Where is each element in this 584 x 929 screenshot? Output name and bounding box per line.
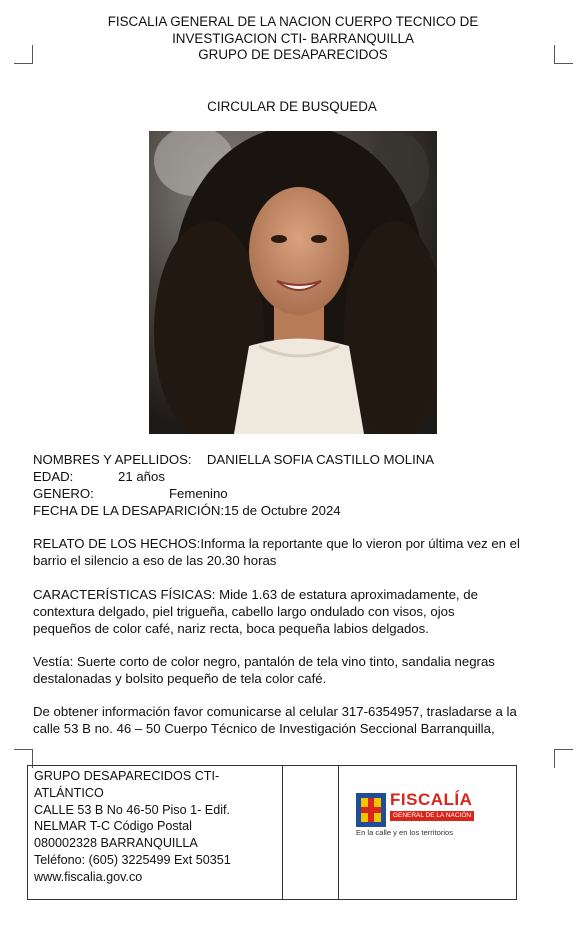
shield-icon: [356, 793, 386, 827]
gender-value: Femenino: [169, 486, 228, 501]
fiscalia-logo: [356, 790, 506, 850]
footer-divider-2: [338, 766, 339, 899]
missing-person-photo: [149, 131, 437, 434]
vestia-line-2: destalonadas y bolsito pequeño de tela color café.: [33, 671, 327, 686]
caracteristicas-line-2: contextura delgado, piel trigueña, cabello largo ondulado con visos, ojos: [33, 604, 455, 619]
website-link[interactable]: www.fiscalia.gov.co: [34, 869, 143, 884]
crop-mark-top-left: [14, 45, 33, 64]
relato-section: [33, 535, 553, 569]
page-title: CIRCULAR DE BUSQUEDA: [207, 99, 377, 114]
address-line: GRUPO DESAPARECIDOS CTI-: [34, 769, 220, 783]
footer-box: [27, 765, 517, 900]
vestia-line-1: : Suerte corto de color negro, pantalón de tela vino tinto, sandalia negras: [69, 654, 495, 669]
logo-tagline: En la calle y en los territorios: [356, 828, 454, 837]
address-line: NELMAR T-C Código Postal: [34, 819, 192, 834]
age-label: EDAD:: [33, 469, 74, 484]
name-row: [33, 451, 434, 468]
caracteristicas-label: CARACTERÍSTICAS FÍSICAS:: [33, 587, 216, 602]
name-value: DANIELLA SOFIA CASTILLO MOLINA: [206, 452, 435, 467]
vestia-section: [33, 653, 553, 687]
person-photo-icon: [149, 131, 437, 434]
logo-name: FISCALÍA: [390, 790, 473, 809]
contact-line-1: De obtener información favor comunicarse al celular 317-6354957, trasladarse a la: [33, 704, 517, 719]
address-line: CALLE 53 B No 46-50 Piso 1- Edif.: [34, 802, 231, 817]
footer-divider-1: [282, 766, 283, 899]
relato-line-2: barrio el silencio a eso de las 20.30 horas: [33, 553, 277, 568]
address-line: Teléfono: (605) 3225499 Ext 50351: [34, 852, 231, 867]
age-value: 21 años: [118, 469, 165, 484]
crop-mark-bottom-right: [554, 749, 573, 768]
date-label: FECHA DE LA DESAPARICIÓN:: [33, 503, 225, 518]
logo-subtitle: GENERAL DE LA NACIÓN: [390, 811, 474, 821]
header-line-3: GRUPO DE DESAPARECIDOS: [198, 47, 388, 62]
relato-line-1: Informa la reportante que lo vieron por última vez en el: [200, 536, 520, 551]
address-line: 080002328 BARRANQUILLA: [34, 836, 198, 851]
document-header: [60, 14, 526, 64]
crop-mark-top-right: [554, 45, 573, 64]
address-line: ATLÁNTICO: [34, 785, 104, 800]
header-line-2: INVESTIGACION CTI- BARRANQUILLA: [172, 30, 414, 46]
gender-label: GENERO:: [33, 486, 94, 501]
vestia-label: Vestía: [33, 654, 70, 669]
caracteristicas-line-1: Mide 1.63 de estatura aproximadamente, de: [215, 587, 478, 602]
date-row: [33, 502, 341, 519]
age-row: [33, 468, 73, 485]
caracteristicas-line-3: pequeños de color café, nariz recta, boca pequeña labios delgados.: [33, 621, 429, 636]
name-label: NOMBRES Y APELLIDOS:: [33, 452, 192, 467]
contact-section: [33, 703, 553, 737]
date-value: 15 de Octubre 2024: [224, 503, 341, 518]
footer-address: [34, 768, 274, 886]
contact-line-2: calle 53 B no. 46 – 50 Cuerpo Técnico de Investigación Seccional Barranquilla,: [33, 721, 495, 736]
header-line-1: FISCALIA GENERAL DE LA NACION CUERPO TECNICO DE: [107, 14, 479, 29]
caracteristicas-section: [33, 586, 553, 637]
relato-label: RELATO DE LOS HECHOS:: [33, 536, 201, 551]
